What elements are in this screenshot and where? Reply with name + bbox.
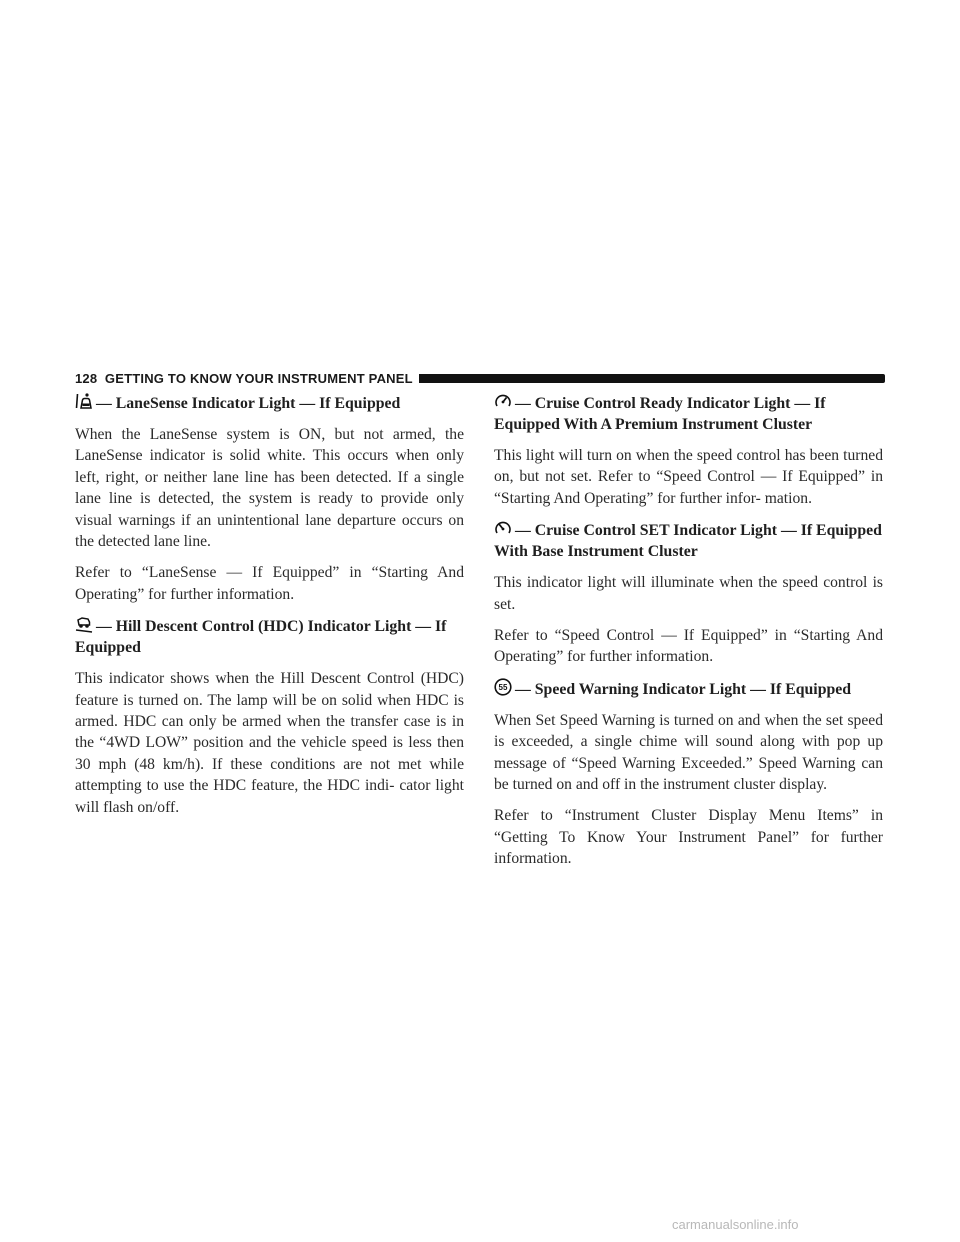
- lanesense-heading: — LaneSense Indicator Light — If Equipped: [75, 392, 464, 414]
- cruise-set-paragraph-2: Refer to “Speed Control — If Equipped” in “Starting And Operating” for further information.: [494, 627, 883, 666]
- page-number: 128: [75, 370, 98, 386]
- header-text: [75, 371, 413, 386]
- lanesense-paragraph-1: When the LaneSense system is ON, but not armed, the LaneSense indicator is solid white. This occurs when only left, right, or neither lane line has been detected. If a single lane line is detected, the system is ready to provide only visual warnings if an unintentional lane departure occurs on the detected lane line.: [75, 426, 464, 551]
- speed-warning-paragraph-2: Refer to “Instrument Cluster Display Menu Items” in “Getting To Know Your Instrument Panel” for further information.: [494, 807, 883, 868]
- header-bar: [419, 374, 885, 383]
- speed-warning-heading: 55 — Speed Warning Indicator Light — If Equipped: [494, 678, 883, 700]
- cruise-set-section: [494, 519, 883, 668]
- speed-warning-paragraph-1: When Set Speed Warning is turned on and when the set speed is exceeded, a single chime will sound along with pop up message of “Speed Warning Exceeded.” Speed Warning can be turned on and off in the instrument cluster display.: [494, 711, 883, 794]
- hdc-heading: — Hill Descent Control (HDC) Indicator Light — If Equipped: [75, 615, 464, 658]
- cruise-ready-paragraph-1: This light will turn on when the speed control has been turned on, but not set. Refer to “Speed Control — If Equipped” in “Starting And Operating” for further infor- mation.: [494, 447, 883, 507]
- cruise-set-paragraph-1: This indicator light will illuminate when the speed control is set.: [494, 574, 883, 613]
- cruise-set-icon: [494, 519, 512, 537]
- cruise-ready-heading: — Cruise Control Ready Indicator Light — If Equipped With A Premium Instrument Cluster: [494, 392, 883, 435]
- lanesense-paragraph-2: Refer to “LaneSense — If Equipped” in “Starting And Operating” for further information.: [75, 564, 464, 603]
- speed-warning-icon: [494, 678, 512, 696]
- speed-warning-icon-text: 55: [498, 682, 508, 692]
- section-title: GETTING TO KNOW YOUR INSTRUMENT PANEL: [104, 370, 413, 386]
- hill-descent-icon: [75, 615, 93, 633]
- left-column: [75, 392, 464, 828]
- cruise-set-heading: — Cruise Control SET Indicator Light — If Equipped With Base Instrument Cluster: [494, 519, 883, 562]
- hdc-section: [75, 615, 464, 818]
- cruise-ready-section: [494, 392, 883, 509]
- watermark-text: carmanualsonline.info: [672, 1217, 799, 1232]
- page-header: [75, 369, 885, 387]
- speed-warning-section: [494, 678, 883, 870]
- right-column: [494, 392, 883, 880]
- hdc-paragraph-1: This indicator shows when the Hill Descent Control (HDC) feature is turned on. The lamp will be on solid when HDC is armed. HDC can only be armed when the transfer case is in the “4WD LOW” position and the vehicle speed is less then 30 mph (48 km/h). If these conditions are not met while attempting to use the HDC feature, the HDC indi- cator light will flash on/off.: [75, 670, 464, 816]
- lanesense-section: [75, 392, 464, 605]
- cruise-ready-icon: [494, 392, 512, 410]
- lanesense-icon: [75, 392, 93, 410]
